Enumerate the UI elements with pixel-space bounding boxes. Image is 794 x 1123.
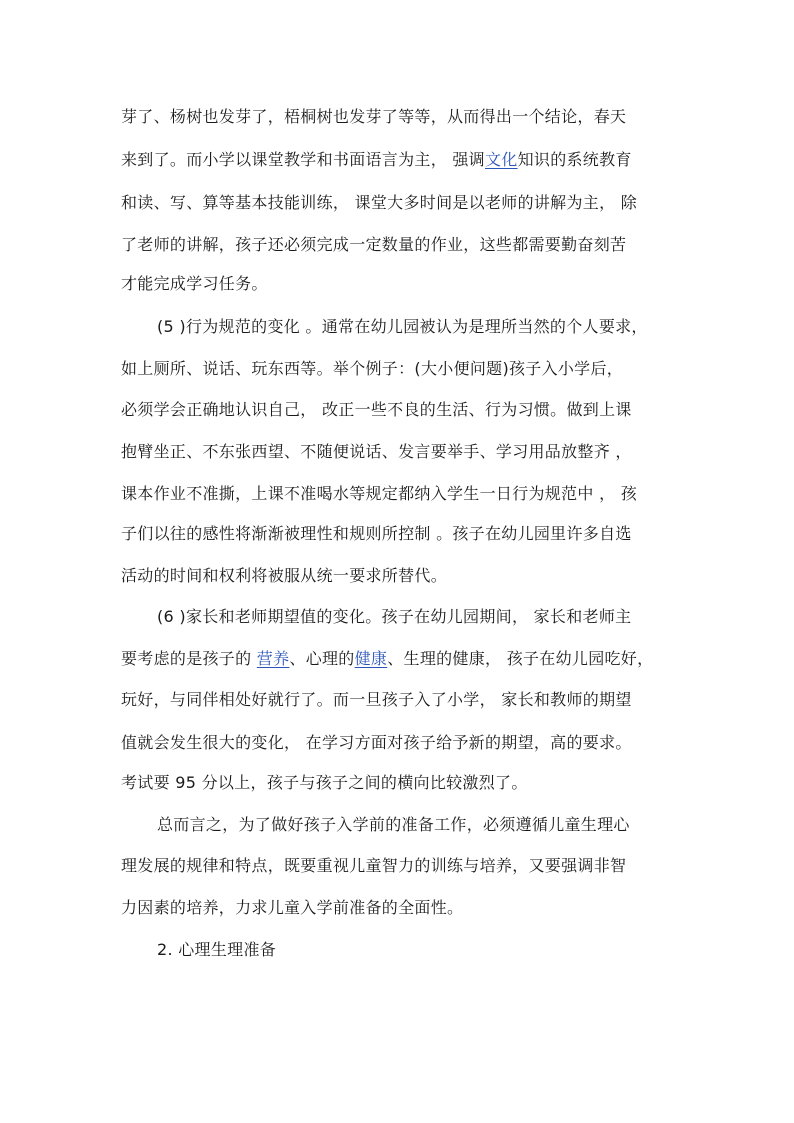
text-segment: (5 )行为规范的变化 。通常在幼儿园被认为是理所当然的个人要求， xyxy=(157,317,648,336)
text-line xyxy=(121,688,632,712)
text-segment: 、心理的 xyxy=(289,649,355,668)
text-segment: 子们以往的感性将渐渐被理性和规则所控制 。孩子在幼儿园里许多自选 xyxy=(121,524,632,543)
inline-link[interactable]: 营养 xyxy=(256,649,290,668)
text-segment: 考试要 95 分以上，孩子与孩子之间的横向比较激烈了。 xyxy=(121,773,528,792)
text-segment: 活动的时间和权利将被服从统一要求所替代。 xyxy=(121,566,448,585)
text-line xyxy=(121,896,463,920)
text-segment: 抱臂坐正、不东张西望、不随便说话、发言要举手、学习用品放整齐 ， xyxy=(121,442,632,461)
text-line xyxy=(121,272,268,296)
text-line xyxy=(121,731,632,755)
text-line xyxy=(157,605,631,629)
text-line xyxy=(121,482,637,506)
text-segment: 来到了。而小学以课堂教学和书面语言为主， 强调 xyxy=(121,150,485,169)
text-segment: 玩好，与同伴相处好就行了。而一旦孩子入了小学， 家长和教师的期望 xyxy=(121,690,632,709)
text-segment: 总而言之，为了做好孩子入学前的准备工作，必须遵循儿童生理心 xyxy=(157,815,630,834)
text-segment: 2. 心理生理准备 xyxy=(157,940,277,959)
text-line xyxy=(121,357,623,381)
inline-link[interactable]: 健康 xyxy=(354,649,388,668)
text-line xyxy=(121,564,447,588)
text-line xyxy=(157,813,630,837)
text-segment: 才能完成学习任务。 xyxy=(121,274,268,293)
text-line xyxy=(121,771,528,795)
text-line xyxy=(157,938,276,962)
text-line xyxy=(121,148,632,172)
text-segment: 要考虑的是孩子的 xyxy=(121,649,257,668)
text-segment: 值就会发生很大的变化， 在学习方面对孩子给予新的期望，高的要求。 xyxy=(121,733,632,752)
text-segment: 课本作业不准撕，上课不准喝水等规定都纳入学生一日行为规范中 ， 孩 xyxy=(121,484,638,503)
text-line xyxy=(121,233,626,257)
text-line xyxy=(121,440,632,464)
text-segment: 知识的系统教育 xyxy=(517,150,632,169)
text-segment: 必须学会正确地认识自己， 改正一些不良的生活、行为习惯。做到上课 xyxy=(121,400,632,419)
text-line xyxy=(121,522,632,546)
text-segment: 芽了、杨树也发芽了，梧桐树也发芽了等等，从而得出一个结论，春天 xyxy=(121,107,627,126)
text-segment: 力因素的培养，力求儿童入学前准备的全面性。 xyxy=(121,898,464,917)
text-line xyxy=(121,854,626,878)
text-segment: 如上厕所、说话、玩东西等。举个例子：(大小便问题)孩子入小学后， xyxy=(121,359,624,378)
text-segment: 了老师的讲解，孩子还必须完成一定数量的作业，这些都需要勤奋刻苦 xyxy=(121,235,627,254)
text-line xyxy=(121,398,632,422)
text-line xyxy=(121,647,653,671)
text-segment: 、生理的健康， 孩子在幼儿园吃好， xyxy=(387,649,654,668)
text-segment: 和读、写、算等基本技能训练， 课堂大多时间是以老师的讲解为主， 除 xyxy=(121,193,638,212)
text-line xyxy=(157,315,648,339)
inline-link[interactable]: 文化 xyxy=(485,150,518,169)
text-line xyxy=(121,191,637,215)
text-segment: (6 )家长和老师期望值的变化。孩子在幼儿园期间， 家长和老师主 xyxy=(157,607,632,626)
text-line xyxy=(121,105,626,129)
text-segment: 理发展的规律和特点，既要重视儿童智力的训练与培养，又要强调非智 xyxy=(121,856,627,875)
